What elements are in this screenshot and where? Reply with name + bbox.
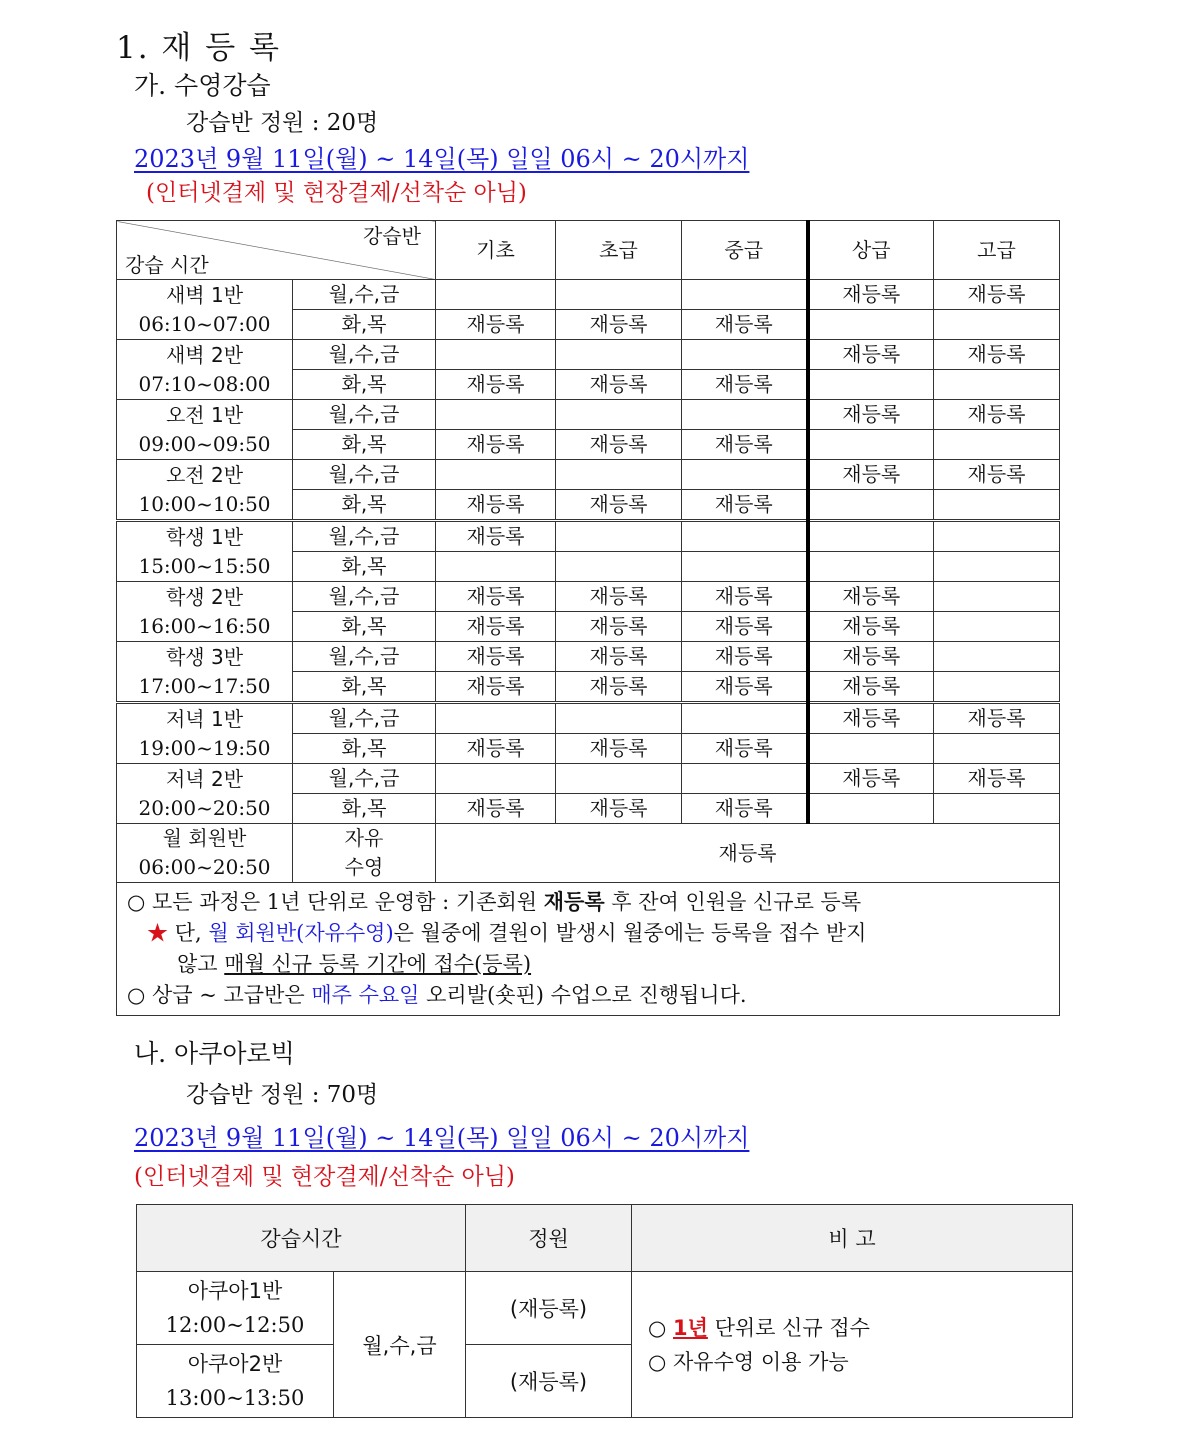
registration-cell: [934, 310, 1060, 340]
registration-cell: [808, 794, 934, 824]
class-name: 학생 3반: [165, 644, 244, 669]
registration-cell: 재등록: [808, 764, 934, 794]
registration-cell: [682, 340, 808, 370]
note-text: 단,: [168, 921, 209, 945]
note-line: [127, 980, 1049, 1011]
class-cell: [117, 582, 293, 642]
aqua-class-name: 아쿠아1반: [187, 1279, 283, 1303]
registration-cell: [436, 400, 556, 430]
remark-text: ○ 자유수영 이용 가능: [648, 1349, 849, 1374]
aqua-header-remark: 비 고: [632, 1205, 1073, 1272]
registration-cell: [808, 430, 934, 460]
registration-cell: 재등록: [436, 612, 556, 642]
registration-cell: 재등록: [808, 280, 934, 310]
days-cell: 월,수,금: [293, 521, 436, 552]
note-text: ○ 상급 ~ 고급반은: [127, 983, 312, 1007]
class-time: 20:00~20:50: [138, 795, 271, 820]
days-cell: 화,목: [293, 552, 436, 582]
note-line: [127, 918, 1049, 949]
days-cell: 화,목: [293, 370, 436, 400]
class-time: 15:00~15:50: [138, 553, 271, 578]
days-cell: 월,수,금: [293, 703, 436, 734]
aqua-class-cell: [137, 1272, 334, 1345]
class-cell: [117, 642, 293, 703]
aqua-title: 나. 아쿠아로빅: [134, 1039, 295, 1068]
level-header: 상급: [808, 221, 934, 280]
class-cell: [117, 521, 293, 582]
registration-cell: [556, 400, 682, 430]
aqua-period: 2023년 9월 11일(월) ~ 14일(목) 일일 06시 ~ 20시까지: [134, 1124, 750, 1152]
aqua-class-time: 12:00~12:50: [165, 1313, 305, 1337]
registration-cell: [808, 734, 934, 764]
registration-cell: [934, 734, 1060, 764]
registration-cell: 재등록: [436, 430, 556, 460]
aqua-days: 월,수,금: [334, 1272, 466, 1418]
header-time-label: 강습 시간: [125, 253, 209, 277]
aqua-row: [137, 1272, 1073, 1345]
days-cell: 화,목: [293, 430, 436, 460]
registration-cell: 재등록: [682, 310, 808, 340]
schedule-row: [117, 642, 1060, 672]
note-line: [127, 887, 1049, 918]
level-header: 초급: [556, 221, 682, 280]
monthly-class-time: 06:00~20:50: [138, 855, 271, 879]
note-highlight: 월 회원반(자유수영): [208, 921, 394, 945]
registration-cell: 재등록: [808, 582, 934, 612]
registration-cell: [682, 703, 808, 734]
registration-cell: 재등록: [934, 703, 1060, 734]
schedule-row: [117, 521, 1060, 552]
registration-cell: [556, 764, 682, 794]
swim-payment: (인터넷결제 및 현장결제/선착순 아님): [146, 180, 527, 206]
registration-cell: [934, 370, 1060, 400]
registration-cell: 재등록: [556, 642, 682, 672]
aqua-header-time: 강습시간: [137, 1205, 466, 1272]
level-header: 기초: [436, 221, 556, 280]
class-name: 새벽 2반: [165, 342, 244, 367]
note-text: ○ 모든 과정은 1년 단위로 운영함 : 기존회원: [127, 890, 544, 914]
days-cell: 화,목: [293, 794, 436, 824]
level-header: 중급: [682, 221, 808, 280]
registration-cell: [934, 490, 1060, 521]
registration-cell: 재등록: [682, 734, 808, 764]
registration-cell: 재등록: [556, 582, 682, 612]
days-cell: 월,수,금: [293, 642, 436, 672]
remark-bullet: ○: [648, 1315, 673, 1340]
monthly-days-1: 자유: [344, 826, 384, 850]
class-name: 새벽 1반: [165, 282, 244, 307]
registration-cell: 재등록: [556, 794, 682, 824]
aqua-header-row: [137, 1205, 1073, 1272]
registration-cell: 재등록: [436, 794, 556, 824]
note-highlight: 매주 수요일: [311, 983, 420, 1007]
registration-cell: 재등록: [556, 672, 682, 703]
registration-cell: [934, 612, 1060, 642]
notes-cell: [117, 883, 1060, 1016]
monthly-class-name: 월 회원반: [162, 826, 247, 850]
registration-cell: [682, 764, 808, 794]
note-line: [127, 949, 1049, 980]
registration-cell: 재등록: [682, 582, 808, 612]
monthly-class-cell: [117, 824, 293, 883]
level-header: 고급: [934, 221, 1060, 280]
registration-cell: 재등록: [436, 642, 556, 672]
class-name: 저녁 2반: [165, 766, 244, 791]
remark-text: 단위로 신규 접수: [707, 1315, 870, 1340]
monthly-member-row: [117, 824, 1060, 883]
registration-cell: 재등록: [934, 340, 1060, 370]
aqua-payment: (인터넷결제 및 현장결제/선착순 아님): [134, 1164, 515, 1190]
registration-cell: [436, 552, 556, 582]
class-cell: [117, 460, 293, 521]
registration-cell: [808, 552, 934, 582]
days-cell: 화,목: [293, 490, 436, 521]
class-time: 16:00~16:50: [138, 613, 271, 638]
registration-cell: 재등록: [436, 582, 556, 612]
swim-period: 2023년 9월 11일(월) ~ 14일(목) 일일 06시 ~ 20시까지: [134, 145, 750, 173]
class-time: 09:00~09:50: [138, 431, 271, 456]
remark-highlight: 1년: [673, 1315, 708, 1340]
registration-cell: [934, 642, 1060, 672]
registration-cell: 재등록: [436, 310, 556, 340]
header-class-label: 강습반: [363, 224, 421, 248]
registration-cell: 재등록: [934, 400, 1060, 430]
swim-capacity: 강습반 정원 : 20명: [186, 110, 379, 136]
schedule-row: [117, 400, 1060, 430]
swim-schedule-table: [116, 220, 1060, 1016]
class-time: 17:00~17:50: [138, 673, 271, 698]
registration-cell: 재등록: [808, 642, 934, 672]
registration-cell: 재등록: [808, 340, 934, 370]
note-text: 은 월중에 결원이 발생시 월중에는 등록을 접수 받지: [393, 921, 867, 945]
aqua-header-capacity: 정원: [466, 1205, 632, 1272]
registration-cell: 재등록: [934, 280, 1060, 310]
registration-cell: [556, 460, 682, 490]
registration-cell: 재등록: [808, 612, 934, 642]
swim-title: 가. 수영강습: [134, 71, 271, 100]
class-cell: [117, 280, 293, 340]
aqua-remark-cell: [632, 1272, 1073, 1418]
days-cell: 월,수,금: [293, 280, 436, 310]
registration-cell: 재등록: [556, 734, 682, 764]
class-name: 학생 1반: [165, 524, 244, 549]
note-text: 오리발(숏핀) 수업으로 진행됩니다.: [419, 983, 747, 1007]
registration-cell: [556, 703, 682, 734]
registration-cell: [556, 552, 682, 582]
registration-cell: 재등록: [808, 672, 934, 703]
registration-cell: 재등록: [682, 672, 808, 703]
registration-cell: 재등록: [556, 430, 682, 460]
registration-cell: 재등록: [556, 490, 682, 521]
registration-cell: 재등록: [682, 370, 808, 400]
class-time: 06:10~07:00: [138, 311, 271, 336]
registration-cell: [808, 310, 934, 340]
class-cell: [117, 703, 293, 764]
registration-cell: 재등록: [556, 612, 682, 642]
note-bold: 재등록: [543, 890, 605, 914]
registration-cell: [808, 521, 934, 552]
registration-cell: 재등록: [682, 430, 808, 460]
days-cell: 화,목: [293, 612, 436, 642]
class-time: 07:10~08:00: [138, 371, 271, 396]
note-text: 않고: [177, 952, 225, 976]
registration-cell: [682, 460, 808, 490]
days-cell: 월,수,금: [293, 460, 436, 490]
registration-cell: [934, 672, 1060, 703]
aqua-capacity: 강습반 정원 : 70명: [186, 1082, 379, 1108]
registration-cell: 재등록: [808, 460, 934, 490]
registration-cell: 재등록: [682, 794, 808, 824]
registration-cell: 재등록: [556, 370, 682, 400]
registration-cell: 재등록: [934, 460, 1060, 490]
days-cell: 월,수,금: [293, 764, 436, 794]
class-cell: [117, 400, 293, 460]
diagonal-header-cell: [117, 221, 436, 280]
registration-cell: [436, 280, 556, 310]
aqua-class-capacity: (재등록): [466, 1272, 632, 1345]
schedule-row: [117, 582, 1060, 612]
schedule-row: [117, 340, 1060, 370]
class-time: 10:00~10:50: [138, 491, 271, 516]
days-cell: 월,수,금: [293, 400, 436, 430]
table-header-row: [117, 221, 1060, 280]
registration-cell: [436, 764, 556, 794]
note-underline: 매월 신규 등록 기간에 접수(등록): [224, 952, 532, 976]
aqua-class-cell: [137, 1345, 334, 1418]
notes-row: [117, 883, 1060, 1016]
registration-cell: 재등록: [436, 370, 556, 400]
registration-cell: [682, 280, 808, 310]
schedule-row: [117, 460, 1060, 490]
registration-cell: [934, 582, 1060, 612]
days-cell: 화,목: [293, 734, 436, 764]
registration-cell: [934, 552, 1060, 582]
registration-cell: [682, 521, 808, 552]
star-icon: ★: [147, 921, 168, 945]
registration-cell: [682, 400, 808, 430]
registration-cell: [436, 703, 556, 734]
note-text: 후 잔여 인원을 신규로 등록: [604, 890, 862, 914]
aqua-class-capacity: (재등록): [466, 1345, 632, 1418]
registration-cell: [934, 794, 1060, 824]
schedule-row: [117, 280, 1060, 310]
registration-cell: [556, 280, 682, 310]
registration-cell: 재등록: [682, 490, 808, 521]
class-name: 오전 1반: [165, 402, 244, 427]
registration-cell: [808, 490, 934, 521]
registration-cell: 재등록: [436, 490, 556, 521]
registration-cell: 재등록: [808, 400, 934, 430]
monthly-days-2: 수영: [344, 855, 384, 879]
class-name: 저녁 1반: [165, 706, 244, 731]
registration-cell: [934, 430, 1060, 460]
registration-cell: 재등록: [436, 734, 556, 764]
days-cell: 화,목: [293, 672, 436, 703]
registration-cell: [808, 370, 934, 400]
aqua-class-time: 13:00~13:50: [165, 1386, 305, 1410]
days-cell: 월,수,금: [293, 582, 436, 612]
aqua-schedule-table: [136, 1204, 1073, 1418]
monthly-days-cell: [293, 824, 436, 883]
schedule-row: [117, 703, 1060, 734]
section-title: 1. 재 등 록: [116, 30, 281, 66]
registration-cell: [436, 340, 556, 370]
registration-cell: 재등록: [808, 703, 934, 734]
registration-cell: 재등록: [556, 310, 682, 340]
registration-cell: 재등록: [682, 642, 808, 672]
registration-cell: [934, 521, 1060, 552]
registration-cell: 재등록: [436, 672, 556, 703]
registration-cell: [436, 460, 556, 490]
registration-cell: [682, 552, 808, 582]
class-name: 학생 2반: [165, 584, 244, 609]
schedule-row: [117, 764, 1060, 794]
class-cell: [117, 764, 293, 824]
class-name: 오전 2반: [165, 462, 244, 487]
registration-cell: 재등록: [682, 612, 808, 642]
registration-cell: 재등록: [934, 764, 1060, 794]
monthly-registration-cell: 재등록: [436, 824, 1060, 883]
days-cell: 화,목: [293, 310, 436, 340]
registration-cell: [556, 340, 682, 370]
registration-cell: 재등록: [436, 521, 556, 552]
class-time: 19:00~19:50: [138, 735, 271, 760]
days-cell: 월,수,금: [293, 340, 436, 370]
registration-cell: [556, 521, 682, 552]
aqua-class-name: 아쿠아2반: [187, 1352, 283, 1376]
class-cell: [117, 340, 293, 400]
